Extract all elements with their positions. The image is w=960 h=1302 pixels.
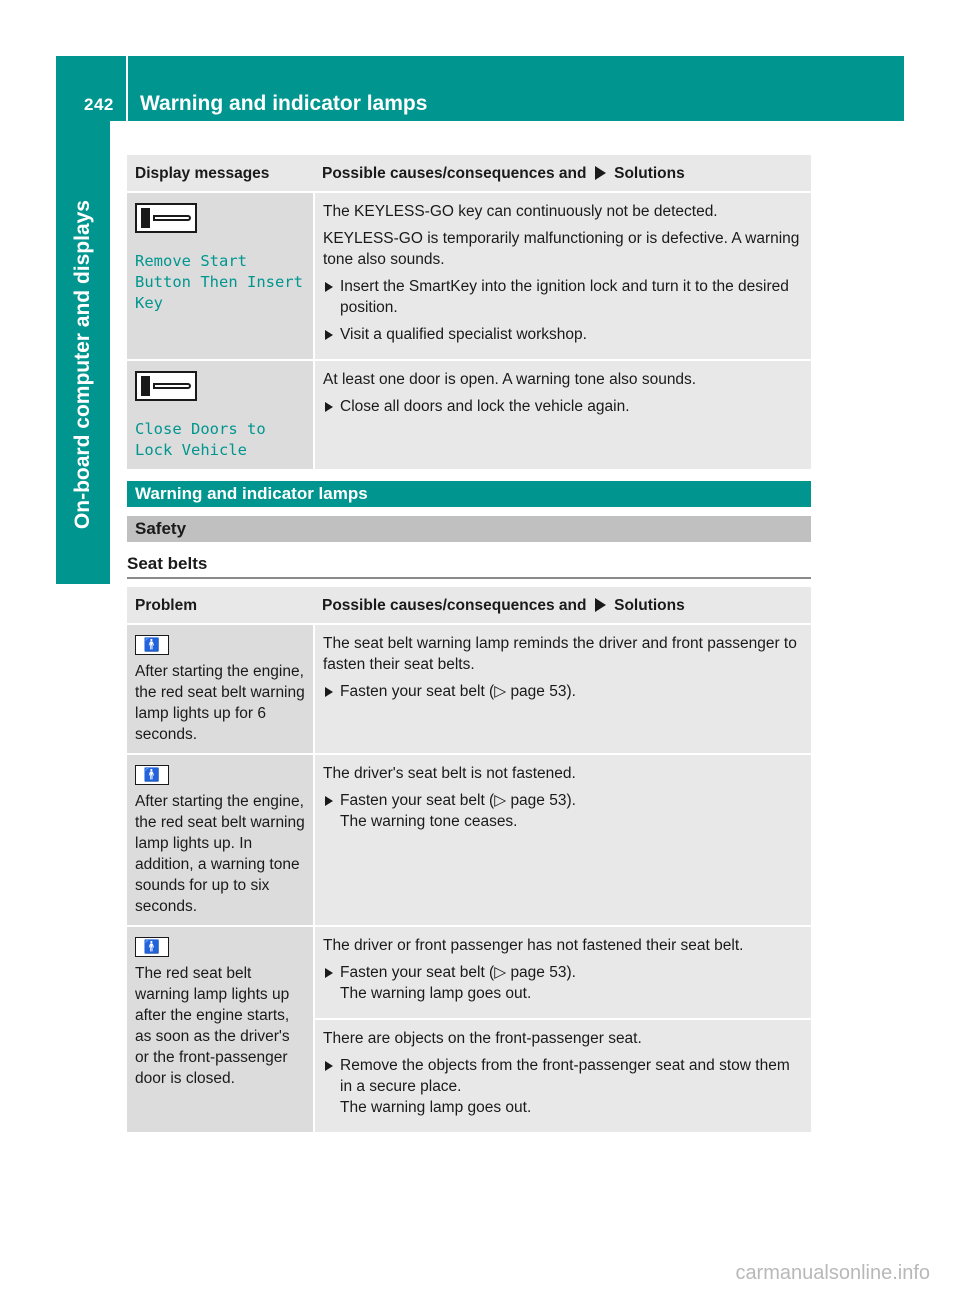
column-header-problem: Problem	[127, 587, 314, 624]
arrow-icon	[595, 598, 606, 612]
solution-step: Close all doors and lock the vehicle again.	[323, 396, 803, 417]
solution-step: Fasten your seat belt (▷ page 53).	[323, 681, 803, 702]
watermark: carmanualsonline.info	[735, 1262, 930, 1284]
key-icon	[135, 371, 197, 401]
arrow-icon	[595, 166, 606, 180]
column-header-causes: Possible causes/consequences and Solutions	[314, 155, 811, 192]
seat-belt-icon: 🚹	[135, 937, 169, 957]
solution-step: Remove the objects from the front-passenger seat and stow them in a secure place. The warning lamp goes out.	[323, 1055, 803, 1118]
cause-cell: The driver's seat belt is not fastened. Fasten your seat belt (▷ page 53). The warning tone ceases.	[314, 754, 811, 926]
side-tab-label: On-board computer and displays	[71, 199, 94, 529]
sub-heading: Seat belts	[127, 554, 811, 579]
problem-cell: 🚹 After starting the engine, the red seat belt warning lamp lights up. In addition, a warning tone sounds for up to six seconds.	[127, 754, 314, 926]
seat-belt-icon: 🚹	[135, 765, 169, 785]
cause-cell: The driver or front passenger has not fastened their seat belt. Fasten your seat belt (▷ page 53). The warning lamp goes out.	[314, 926, 811, 1019]
solution-step: Fasten your seat belt (▷ page 53). The warning tone ceases.	[323, 790, 803, 832]
cause-cell: The seat belt warning lamp reminds the driver and front passenger to fasten their seat belts. Fasten your seat belt (▷ page 53).	[314, 624, 811, 754]
cause-cell: There are objects on the front-passenger seat. Remove the objects from the front-passenger seat and stow them in a secure place. The warning lamp goes out.	[314, 1019, 811, 1133]
arrow-icon	[325, 1061, 333, 1071]
table-header-row	[127, 155, 811, 192]
arrow-icon	[325, 402, 333, 412]
display-message: Close Doors to Lock Vehicle	[135, 420, 266, 459]
table-row	[127, 624, 811, 754]
arrow-icon	[325, 687, 333, 697]
cause-cell: At least one door is open. A warning tone also sounds. Close all doors and lock the vehicle again.	[314, 360, 811, 470]
section-title: Warning and indicator lamps	[127, 481, 811, 507]
column-header-causes: Possible causes/consequences and Solutions	[314, 587, 811, 624]
table-row	[127, 754, 811, 926]
column-header-display-messages: Display messages	[127, 155, 314, 192]
message-cell	[127, 360, 314, 470]
side-tab-label-wrap	[56, 121, 110, 529]
seat-belts-table	[127, 587, 811, 1134]
header-divider	[126, 56, 128, 121]
arrow-icon	[325, 282, 333, 292]
page-title: Warning and indicator lamps	[140, 92, 428, 115]
solution-step: Insert the SmartKey into the ignition lock and turn it to the desired position.	[323, 276, 803, 318]
solution-step: Visit a qualified specialist workshop.	[323, 324, 803, 345]
page-number: 242	[84, 95, 114, 114]
subsection-title: Safety	[127, 516, 811, 542]
message-cell	[127, 192, 314, 360]
display-messages-table	[127, 155, 811, 471]
seat-belt-icon: 🚹	[135, 635, 169, 655]
arrow-icon	[325, 968, 333, 978]
table-header-row	[127, 587, 811, 624]
solution-step: Fasten your seat belt (▷ page 53). The warning lamp goes out.	[323, 962, 803, 1004]
table-row	[127, 192, 811, 360]
table-row	[127, 926, 811, 1019]
table-row	[127, 360, 811, 470]
problem-cell: 🚹 After starting the engine, the red seat belt warning lamp lights up for 6 seconds.	[127, 624, 314, 754]
arrow-icon	[325, 796, 333, 806]
problem-cell: 🚹 The red seat belt warning lamp lights up after the engine starts, as soon as the driver's or the front-passenger door is closed.	[127, 926, 314, 1133]
key-icon	[135, 203, 197, 233]
arrow-icon	[325, 330, 333, 340]
display-message: Remove Start Button Then Insert Key	[135, 252, 303, 312]
cause-cell: The KEYLESS-GO key can continuously not be detected. KEYLESS-GO is temporarily malfunctioning or is defective. A warning tone also sounds. Insert the SmartKey into the ignition lock and turn it to the desired position. Visit a qualified specialist workshop.	[314, 192, 811, 360]
